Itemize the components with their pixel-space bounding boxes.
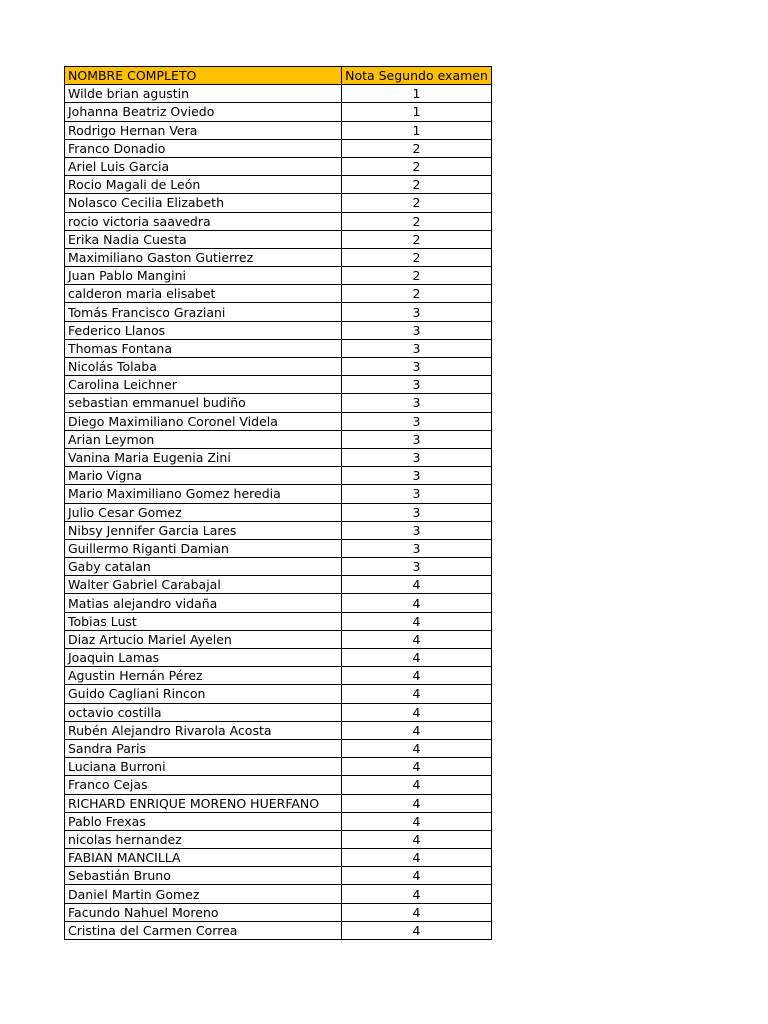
grade-cell: 3 <box>342 448 492 466</box>
grades-table <box>64 66 492 940</box>
student-name-cell: Sebastián Bruno <box>65 867 342 885</box>
grade-cell: 2 <box>342 230 492 248</box>
grade-cell: 3 <box>342 339 492 357</box>
student-name-cell: Arian Leymon <box>65 430 342 448</box>
table-row <box>65 430 492 448</box>
student-name-cell: Ariel Luis Garcia <box>65 157 342 175</box>
table-row <box>65 612 492 630</box>
grade-cell: 4 <box>342 594 492 612</box>
grade-cell: 4 <box>342 812 492 830</box>
student-name-cell: Nicolás Tolaba <box>65 358 342 376</box>
table-row <box>65 230 492 248</box>
student-name-cell: RICHARD ENRIQUE MORENO HUERFANO <box>65 794 342 812</box>
grade-cell: 2 <box>342 157 492 175</box>
grade-cell: 2 <box>342 285 492 303</box>
student-name-cell: Juan Pablo Mangini <box>65 267 342 285</box>
grade-cell: 2 <box>342 248 492 266</box>
grade-cell: 1 <box>342 103 492 121</box>
table-row <box>65 285 492 303</box>
grade-cell: 2 <box>342 139 492 157</box>
table-row <box>65 267 492 285</box>
student-name-cell: Rubén Alejandro Rivarola Acosta <box>65 721 342 739</box>
grade-cell: 4 <box>342 576 492 594</box>
student-name-cell: octavio costilla <box>65 703 342 721</box>
table-row <box>65 339 492 357</box>
grade-cell: 2 <box>342 194 492 212</box>
student-name-cell: calderon maria elisabet <box>65 285 342 303</box>
table-row <box>65 721 492 739</box>
grade-cell: 4 <box>342 867 492 885</box>
student-name-cell: Tomás Francisco Graziani <box>65 303 342 321</box>
student-name-cell: Guillermo Riganti Damian <box>65 539 342 557</box>
table-row <box>65 467 492 485</box>
grade-cell: 4 <box>342 921 492 939</box>
grade-cell: 2 <box>342 176 492 194</box>
table-row <box>65 794 492 812</box>
table-row <box>65 903 492 921</box>
grade-cell: 4 <box>342 758 492 776</box>
student-name-cell: Mario Maximiliano Gomez heredia <box>65 485 342 503</box>
table-row <box>65 139 492 157</box>
grade-cell: 3 <box>342 376 492 394</box>
student-name-cell: nicolas hernandez <box>65 830 342 848</box>
table-row <box>65 885 492 903</box>
grade-cell: 1 <box>342 85 492 103</box>
grade-cell: 4 <box>342 739 492 757</box>
grade-cell: 3 <box>342 485 492 503</box>
student-name-cell: Nolasco Cecilia Elizabeth <box>65 194 342 212</box>
table-row <box>65 358 492 376</box>
grade-cell: 3 <box>342 303 492 321</box>
grade-cell: 1 <box>342 121 492 139</box>
student-name-cell: Federico Llanos <box>65 321 342 339</box>
table-row <box>65 812 492 830</box>
header-row <box>65 67 492 85</box>
grade-cell: 4 <box>342 776 492 794</box>
student-name-cell: Joaquin Lamas <box>65 649 342 667</box>
student-name-cell: Luciana Burroni <box>65 758 342 776</box>
student-name-cell: Facundo Nahuel Moreno <box>65 903 342 921</box>
student-name-cell: Franco Cejas <box>65 776 342 794</box>
table-row <box>65 176 492 194</box>
student-name-cell: Walter Gabriel Carabajal <box>65 576 342 594</box>
grade-cell: 3 <box>342 321 492 339</box>
table-row <box>65 212 492 230</box>
grade-cell: 3 <box>342 539 492 557</box>
student-name-cell: Diaz Artucio Mariel Ayelen <box>65 630 342 648</box>
grade-cell: 4 <box>342 703 492 721</box>
student-name-cell: sebastian emmanuel budiño <box>65 394 342 412</box>
student-name-cell: Johanna Beatriz Oviedo <box>65 103 342 121</box>
grade-column-header: Nota Segundo examen <box>342 67 492 85</box>
table-row <box>65 867 492 885</box>
student-name-cell: Julio Cesar Gomez <box>65 503 342 521</box>
student-name-cell: Maximiliano Gaston Gutierrez <box>65 248 342 266</box>
grade-cell: 3 <box>342 412 492 430</box>
table-row <box>65 448 492 466</box>
grade-cell: 3 <box>342 430 492 448</box>
table-row <box>65 85 492 103</box>
student-name-cell: rocio victoria saavedra <box>65 212 342 230</box>
table-body <box>65 85 492 940</box>
student-name-cell: Agustin Hernán Pérez <box>65 667 342 685</box>
table-row <box>65 121 492 139</box>
student-name-cell: Cristina del Carmen Correa <box>65 921 342 939</box>
table-row <box>65 630 492 648</box>
table-row <box>65 248 492 266</box>
grade-cell: 3 <box>342 521 492 539</box>
student-name-cell: Mario Vigna <box>65 467 342 485</box>
grade-cell: 3 <box>342 503 492 521</box>
table-row <box>65 394 492 412</box>
student-name-cell: Sandra Paris <box>65 739 342 757</box>
student-name-cell: Rodrigo Hernan Vera <box>65 121 342 139</box>
grade-cell: 3 <box>342 467 492 485</box>
table-row <box>65 685 492 703</box>
table-row <box>65 921 492 939</box>
grade-cell: 3 <box>342 394 492 412</box>
student-name-cell: Matias alejandro vidaña <box>65 594 342 612</box>
grade-cell: 4 <box>342 885 492 903</box>
grade-cell: 4 <box>342 685 492 703</box>
student-name-cell: Thomas Fontana <box>65 339 342 357</box>
table-row <box>65 412 492 430</box>
student-name-cell: Pablo Frexas <box>65 812 342 830</box>
table-row <box>65 558 492 576</box>
table-row <box>65 539 492 557</box>
table-row <box>65 830 492 848</box>
table-row <box>65 157 492 175</box>
table-row <box>65 849 492 867</box>
table-row <box>65 576 492 594</box>
grade-cell: 4 <box>342 612 492 630</box>
table-row <box>65 303 492 321</box>
student-name-cell: FABIAN MANCILLA <box>65 849 342 867</box>
table-row <box>65 739 492 757</box>
student-name-cell: Erika Nadia Cuesta <box>65 230 342 248</box>
grade-cell: 4 <box>342 721 492 739</box>
grade-cell: 2 <box>342 212 492 230</box>
grade-cell: 4 <box>342 830 492 848</box>
student-name-cell: Diego Maximiliano Coronel Videla <box>65 412 342 430</box>
student-name-cell: Franco Donadio <box>65 139 342 157</box>
student-name-cell: Guido Cagliani Rincon <box>65 685 342 703</box>
grade-cell: 4 <box>342 903 492 921</box>
student-name-cell: Gaby catalan <box>65 558 342 576</box>
table-row <box>65 321 492 339</box>
name-column-header: NOMBRE COMPLETO <box>65 67 342 85</box>
grade-cell: 4 <box>342 849 492 867</box>
grade-cell: 4 <box>342 667 492 685</box>
grade-cell: 2 <box>342 267 492 285</box>
table-row <box>65 376 492 394</box>
table-row <box>65 703 492 721</box>
grade-cell: 4 <box>342 649 492 667</box>
table-row <box>65 194 492 212</box>
table-row <box>65 594 492 612</box>
grade-cell: 4 <box>342 794 492 812</box>
table-row <box>65 103 492 121</box>
table-row <box>65 776 492 794</box>
student-name-cell: Nibsy Jennifer Garcia Lares <box>65 521 342 539</box>
student-name-cell: Tobias Lust <box>65 612 342 630</box>
table-row <box>65 485 492 503</box>
table-row <box>65 758 492 776</box>
table-row <box>65 503 492 521</box>
table-row <box>65 649 492 667</box>
student-name-cell: Carolina Leichner <box>65 376 342 394</box>
table-row <box>65 521 492 539</box>
grade-cell: 3 <box>342 358 492 376</box>
student-name-cell: Wilde brian agustin <box>65 85 342 103</box>
student-name-cell: Daniel Martin Gomez <box>65 885 342 903</box>
grade-cell: 4 <box>342 630 492 648</box>
grade-cell: 3 <box>342 558 492 576</box>
student-name-cell: Rocio Magali de León <box>65 176 342 194</box>
table-row <box>65 667 492 685</box>
student-name-cell: Vanina Maria Eugenia Zini <box>65 448 342 466</box>
